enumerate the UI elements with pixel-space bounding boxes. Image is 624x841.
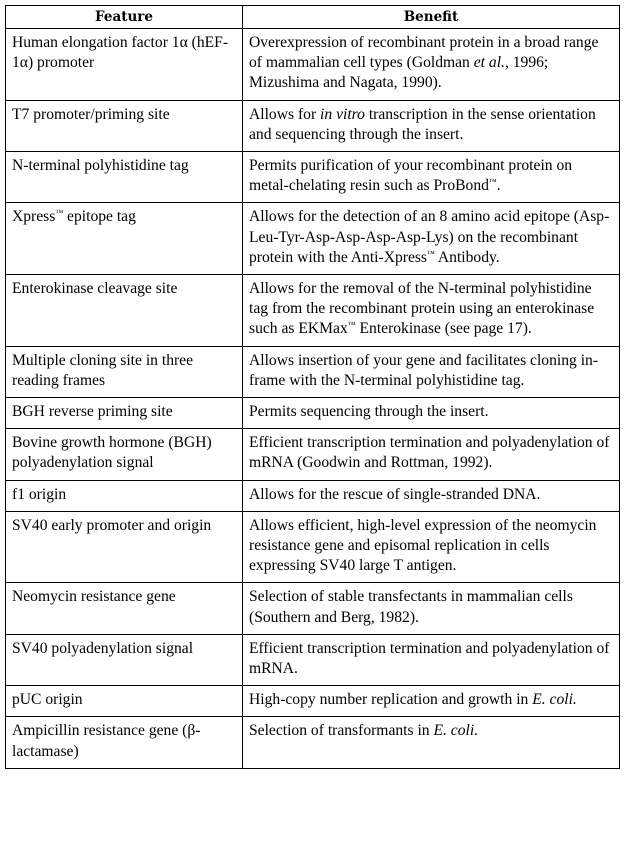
cell-text: T7 promoter/priming site — [12, 105, 170, 123]
table-row — [6, 429, 620, 480]
table-row — [6, 203, 620, 275]
table-row — [6, 634, 620, 685]
cell-text: Selection of stable transfectants in mammalian cells (Southern and Berg, 1982). — [249, 588, 573, 626]
feature-cell — [6, 480, 243, 511]
benefit-cell — [243, 634, 620, 685]
feature-cell — [6, 583, 243, 634]
benefit-cell — [243, 583, 620, 634]
benefit-cell — [243, 398, 620, 429]
cell-text: Allows insertion of your gene and facilitates cloning in-frame with the N-terminal polyhistidine tag. — [249, 351, 599, 389]
cell-text: Neomycin resistance gene — [12, 588, 176, 606]
cell-text: Efficient transcription termination and polyadenylation of mRNA (Goodwin and Rottman, 1992). — [249, 434, 610, 472]
cell-text: SV40 early promoter and origin — [12, 516, 212, 534]
cell-text: N-terminal polyhistidine tag — [12, 157, 189, 175]
cell-text: epitope tag — [63, 208, 136, 226]
cell-text: transcription in the sense orientation and sequencing through the insert. — [249, 105, 596, 143]
cell-text: SV40 polyadenylation signal — [12, 639, 194, 657]
cell-text: Allows for the rescue of single-stranded DNA. — [249, 485, 541, 503]
feature-cell — [6, 203, 243, 275]
feature-cell — [6, 634, 243, 685]
feature-cell — [6, 398, 243, 429]
cell-text: Enterokinase (see page 17). — [355, 320, 532, 338]
cell-text: f1 origin — [12, 485, 67, 503]
cell-text: Enterokinase cleavage site — [12, 280, 178, 298]
feature-cell — [6, 717, 243, 768]
table-row — [6, 686, 620, 717]
feature-cell — [6, 511, 243, 583]
feature-cell — [6, 346, 243, 397]
table-row — [6, 480, 620, 511]
cell-text: Bovine growth hormone (BGH) polyadenylation signal — [12, 434, 212, 472]
benefit-cell — [243, 480, 620, 511]
feature-cell — [6, 29, 243, 101]
benefit-cell — [243, 275, 620, 347]
feature-benefit-table — [5, 5, 620, 769]
italic-text: E. coli. — [433, 722, 479, 740]
table-row — [6, 511, 620, 583]
benefit-cell — [243, 29, 620, 101]
cell-text: High-copy number replication and growth in — [249, 691, 533, 709]
benefit-cell — [243, 429, 620, 480]
table-row — [6, 275, 620, 347]
benefit-cell — [243, 511, 620, 583]
cell-text: Allows for the removal of the N-terminal polyhistidine tag from the recombinant protein using an enterokinase such as EKMax — [249, 280, 595, 338]
cell-text: Ampicillin resistance gene (β-lactamase) — [12, 722, 201, 760]
table-row — [6, 398, 620, 429]
cell-text: Allows for the detection of an 8 amino acid epitope (Asp-Leu-Tyr-Asp-Asp-Asp-Asp-Lys) on the recombinant protein with the Anti-Xpress — [249, 208, 610, 266]
feature-cell — [6, 429, 243, 480]
cell-text: Human elongation factor 1α (hEF-1α) promoter — [12, 34, 229, 72]
cell-text: Allows for — [249, 105, 321, 123]
cell-text: , 1996; Mizushima and Nagata, 1990). — [249, 54, 549, 92]
benefit-cell — [243, 686, 620, 717]
feature-cell — [6, 152, 243, 203]
table-row — [6, 346, 620, 397]
feature-cell — [6, 100, 243, 151]
cell-text: Selection of transformants in — [249, 722, 434, 740]
cell-text: Efficient transcription termination and polyadenylation of mRNA. — [249, 639, 610, 678]
trademark-symbol: ™ — [55, 208, 64, 218]
table-row — [6, 152, 620, 203]
benefit-cell — [243, 152, 620, 203]
cell-text: BGH reverse priming site — [12, 403, 173, 421]
table-row — [6, 100, 620, 151]
cell-text: Permits purification of your recombinant protein on metal-chelating resin such as ProBond — [249, 157, 573, 195]
cell-text: Antibody. — [434, 248, 500, 266]
cell-text: pUC origin — [12, 691, 83, 709]
cell-text: Multiple cloning site in three reading frames — [12, 351, 194, 389]
benefit-cell — [243, 203, 620, 275]
benefit-cell — [243, 100, 620, 151]
table-header — [6, 6, 620, 29]
trademark-symbol: ™ — [427, 248, 435, 258]
trademark-symbol: ™ — [347, 320, 356, 330]
trademark-symbol: ™ — [488, 177, 497, 187]
cell-text: Allows efficient, high-level expression of the neomycin resistance gene and episomal replication in cells expressing SV40 large T antigen. — [249, 516, 597, 575]
table-row — [6, 29, 620, 101]
benefit-column-header: Benefit — [243, 6, 620, 29]
benefit-cell — [243, 346, 620, 397]
table-body — [6, 29, 620, 769]
italic-text: in vitro — [320, 105, 365, 123]
table-row — [6, 717, 620, 768]
feature-cell — [6, 275, 243, 347]
header-row — [6, 6, 620, 29]
table-row — [6, 583, 620, 634]
feature-cell — [6, 686, 243, 717]
benefit-cell — [243, 717, 620, 768]
cell-text: . — [496, 177, 501, 195]
italic-text: E. coli. — [532, 691, 577, 709]
italic-text: et al. — [473, 54, 505, 72]
feature-column-header: Feature — [6, 6, 243, 29]
cell-text: Permits sequencing through the insert. — [249, 403, 489, 421]
cell-text: Xpress — [12, 208, 56, 226]
cell-text: Overexpression of recombinant protein in a broad range of mammalian cell types (Goldman — [249, 34, 599, 72]
